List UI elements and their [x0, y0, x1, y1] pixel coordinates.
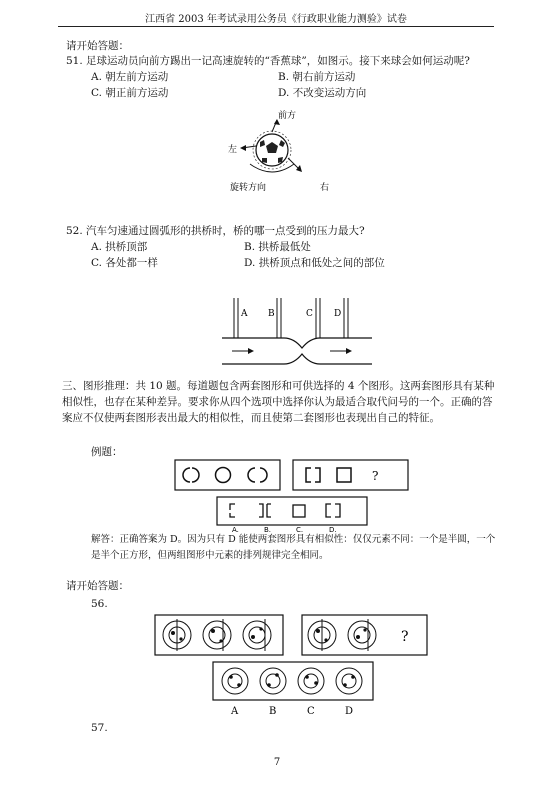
q56-option-a: A — [231, 706, 239, 717]
q56-option-d: D — [345, 706, 354, 717]
q56-option-b: B — [269, 706, 277, 717]
section3-instructions: 三、图形推理：共 10 题。每道题包含两套图形和可供选择的 4 个图形。这两套图形具有某种相似性，也存在某种差异。要求你从四个选项中选择你认为最适合取代问号的一个。正确的答案应不仅使两套图形表出最大的相似性，而且使第二套图形也表现出自己的特征。 — [62, 380, 495, 424]
example-label: 例题： — [91, 446, 123, 458]
q57-number: 57. — [91, 722, 108, 734]
q51-label-left: 左 — [228, 145, 238, 155]
header-rule — [58, 26, 494, 27]
example-option-c: C. — [296, 526, 304, 534]
start-prompt-2: 请开始答题： — [66, 580, 129, 592]
q51-label-spin: 旋转方向 — [230, 183, 267, 193]
q51-option-d: D. 不改变运动方向 — [278, 87, 367, 99]
page-header: 江西省 2003 年考试录用公务员《行政职业能力测验》试卷 — [145, 14, 407, 25]
q51-label-front: 前方 — [278, 111, 297, 121]
q52-option-c: C. 各处都一样 — [91, 257, 158, 269]
q51-option-b: B. 朝右前方运动 — [278, 71, 356, 83]
example-question-mark: ? — [372, 469, 379, 483]
q52-bridge-figure — [222, 288, 372, 368]
q56-figure — [155, 615, 430, 720]
q51-option-c: C. 朝正前方运动 — [91, 87, 169, 99]
q52-label-a: A — [241, 309, 248, 319]
q52-option-d: D. 拱桥顶点和低处之间的部位 — [244, 257, 385, 269]
q52-option-a: A. 拱桥顶部 — [91, 241, 148, 253]
q51-stem: 51. 足球运动员向前方踢出一记高速旋转的“香蕉球”，如图示。接下来球会如何运动呢? — [66, 55, 470, 67]
page-number: 7 — [273, 757, 281, 768]
q51-label-right: 右 — [320, 183, 330, 193]
q52-label-b: B — [268, 309, 275, 319]
q52-label-d: D — [334, 309, 342, 319]
q52-option-b: B. 拱桥最低处 — [244, 241, 311, 253]
start-prompt: 请开始答题： — [66, 40, 129, 52]
example-option-d: D. — [329, 526, 337, 534]
example-option-a: A. — [232, 526, 239, 534]
q56-question-mark: ? — [401, 629, 409, 645]
example-option-b: B. — [264, 526, 272, 534]
q56-option-c: C — [307, 706, 315, 717]
q51-banana-kick-figure — [220, 111, 350, 198]
q56-number: 56. — [91, 598, 108, 610]
example-figure — [175, 460, 410, 535]
q51-option-a: A. 朝左前方运动 — [91, 71, 169, 83]
q52-label-c: C — [306, 309, 313, 319]
q52-stem: 52. 汽车匀速通过圆弧形的拱桥时，桥的哪一点受到的压力最大? — [66, 225, 365, 237]
example-explanation: 解答：正确答案为 D。因为只有 D 能使两套图形具有相似性：仅仅元素不同：一个是半圆，一个是半个正方形，但两组图形中元素的排列规律完全相同。 — [91, 534, 496, 561]
